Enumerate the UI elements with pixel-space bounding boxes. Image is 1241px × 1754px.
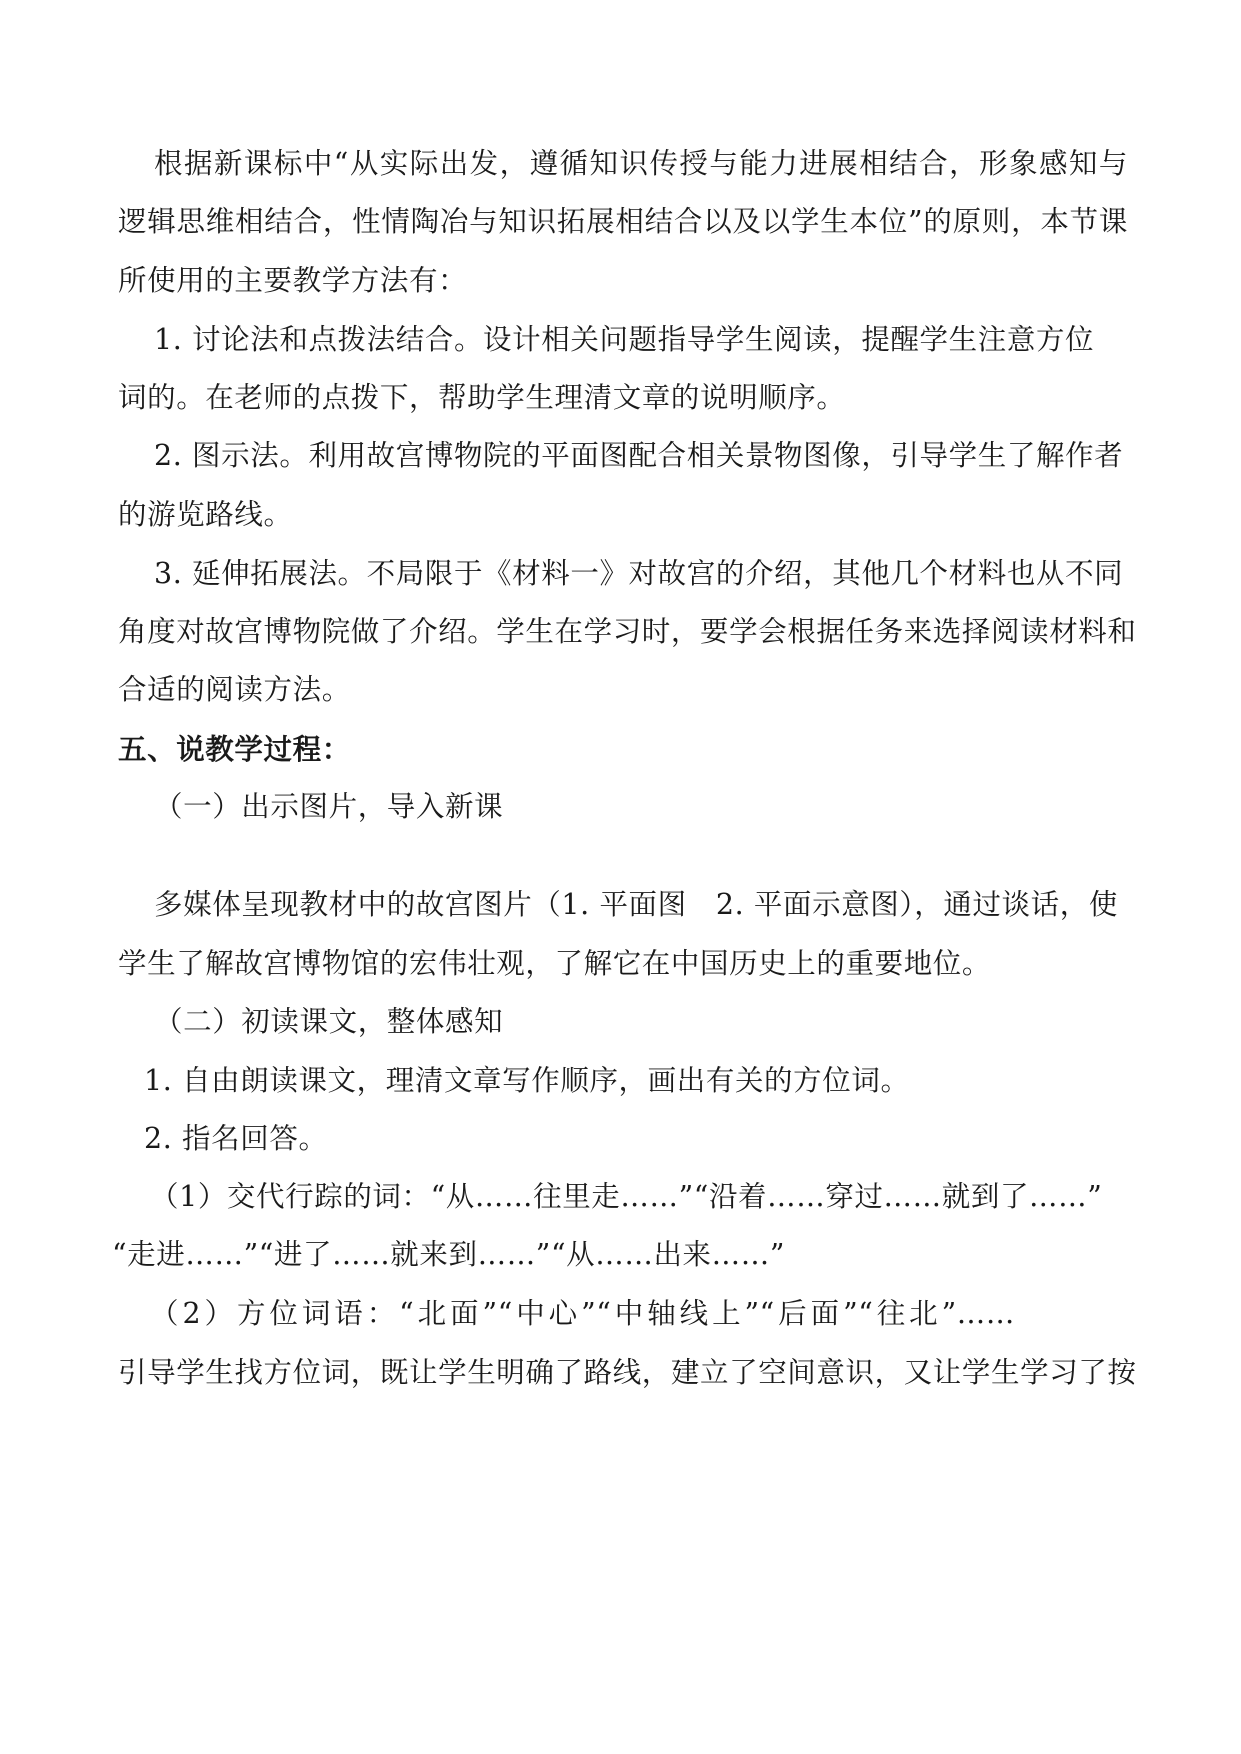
paragraph-line: 多媒体呈现教材中的故宫图片（1. 平面图 2. 平面示意图），通过谈话，使	[154, 888, 1118, 921]
paragraph-line: 引导学生找方位词，既让学生明确了路线，建立了空间意识，又让学生学习了按	[118, 1356, 1137, 1389]
step-1: 1. 自由朗读课文，理清文章写作顺序，画出有关的方位词。	[144, 1064, 910, 1097]
subsection-heading: （二）初读课文，整体感知	[154, 1005, 504, 1038]
paragraph-line: “走进……”“进了……就来到……”“从……出来……”	[112, 1238, 786, 1271]
paragraph-line: 逻辑思维相结合，性情陶冶与知识拓展相结合以及以学生本位”的原则，本节课	[118, 205, 1128, 238]
subsection-heading: （一）出示图片，导入新课	[154, 790, 504, 823]
paragraph-line: 所使用的主要教学方法有：	[118, 264, 468, 297]
paragraph-line: 的游览路线。	[118, 498, 293, 531]
method-item-3: 3. 延伸拓展法。不局限于《材料一》对故宫的介绍，其他几个材料也从不同	[154, 557, 1124, 590]
paragraph-line: 学生了解故宫博物馆的宏伟壮观，了解它在中国历史上的重要地位。	[118, 947, 992, 980]
step-2: 2. 指名回答。	[144, 1122, 328, 1155]
paragraph-line: 词的。在老师的点拨下，帮助学生理清文章的说明顺序。	[118, 381, 846, 414]
method-item-1: 1. 讨论法和点拨法结合。设计相关问题指导学生阅读，提醒学生注意方位	[154, 323, 1095, 356]
paragraph-line: 合适的阅读方法。	[118, 673, 351, 706]
answer-1: （1）交代行踪的词：“从……往里走……”“沿着……穿过……就到了……”	[150, 1180, 1103, 1213]
method-item-2: 2. 图示法。利用故宫博物院的平面图配合相关景物图像，引导学生了解作者	[154, 439, 1124, 472]
paragraph-line: 角度对故宫博物院做了介绍。学生在学习时，要学会根据任务来选择阅读材料和	[118, 615, 1137, 648]
section-heading: 五、说教学过程：	[118, 732, 351, 766]
answer-2: （2）方位词语：“北面”“中心”“中轴线上”“后面”“往北”……	[150, 1297, 1015, 1330]
paragraph-line: 根据新课标中“从实际出发，遵循知识传授与能力进展相结合，形象感知与	[154, 147, 1128, 180]
